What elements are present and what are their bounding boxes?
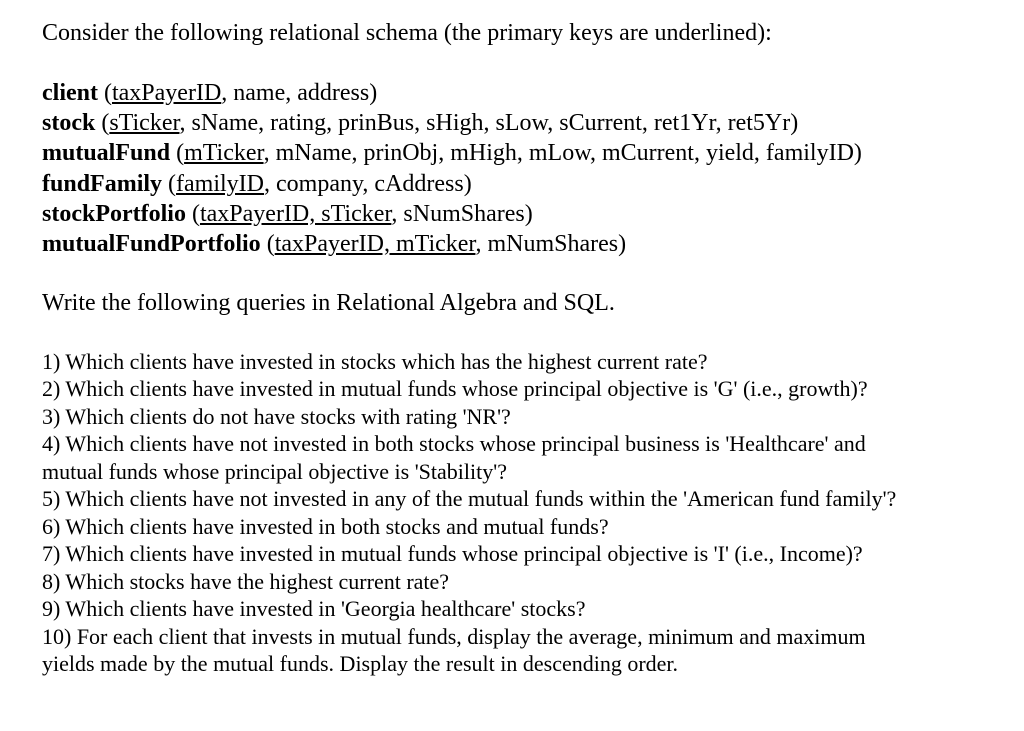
question-item bbox=[42, 513, 896, 540]
question-line: yields made by the mutual funds. Display the result in descending order. bbox=[42, 650, 679, 676]
relation-name: fundFamily bbox=[42, 170, 163, 197]
question-line: 9) Which clients have invested in 'Georgia healthcare' stocks? bbox=[42, 596, 586, 622]
question-line: 3) Which clients do not have stocks with rating 'NR'? bbox=[42, 403, 511, 429]
open-paren: ( bbox=[162, 170, 177, 197]
question-line: 5) Which clients have not invested in any of the mutual funds within the 'American fund family'? bbox=[42, 486, 897, 512]
relation-name: stock bbox=[42, 110, 96, 137]
primary-key: mTicker bbox=[184, 140, 264, 167]
relation-name: mutualFundPortfolio bbox=[42, 231, 261, 258]
attributes: , company, cAddress) bbox=[264, 170, 472, 197]
open-paren: ( bbox=[260, 231, 275, 258]
question-line: 2) Which clients have invested in mutual funds whose principal objective is 'G' (i.e., growth)? bbox=[42, 376, 868, 402]
question-item bbox=[42, 568, 896, 595]
primary-key: sTicker bbox=[109, 110, 180, 137]
question-line: 7) Which clients have invested in mutual funds whose principal objective is 'I' (i.e., Income)? bbox=[42, 541, 863, 567]
schema-relation-fundFamily bbox=[42, 169, 862, 199]
question-line: 1) Which clients have invested in stocks which has the highest current rate? bbox=[42, 349, 708, 374]
attributes: , mName, prinObj, mHigh, mLow, mCurrent, yield, familyID) bbox=[263, 140, 862, 167]
question-line: 8) Which stocks have the highest current rate? bbox=[42, 568, 450, 594]
question-item bbox=[42, 348, 896, 375]
question-line: 4) Which clients have not invested in both stocks whose principal business is 'Healthcare' and bbox=[42, 431, 866, 457]
relation-name: mutualFund bbox=[42, 140, 171, 167]
schema-relation-stock bbox=[42, 108, 862, 138]
open-paren: ( bbox=[95, 110, 110, 137]
attributes: , sNumShares) bbox=[391, 200, 533, 227]
relation-name: client bbox=[42, 80, 98, 106]
question-item bbox=[42, 430, 896, 485]
attributes: , mNumShares) bbox=[475, 231, 627, 258]
question-line: 10) For each client that invests in mutual funds, display the average, minimum and maximum bbox=[42, 623, 866, 649]
relation-name: stockPortfolio bbox=[42, 200, 186, 227]
open-paren: ( bbox=[170, 140, 185, 167]
question-item bbox=[42, 375, 896, 402]
attributes: , sName, rating, prinBus, sHigh, sLow, sCurrent, ret1Yr, ret5Yr) bbox=[179, 110, 799, 137]
primary-key: familyID bbox=[176, 170, 265, 197]
open-paren: ( bbox=[97, 80, 112, 106]
primary-key: taxPayerID bbox=[111, 80, 222, 106]
primary-key: taxPayerID, sTicker bbox=[199, 200, 392, 227]
schema-relation-stockPortfolio bbox=[42, 199, 862, 229]
intro-text: Consider the following relational schema (the primary keys are underlined): bbox=[42, 20, 772, 46]
schema-relation-mutualFund bbox=[42, 138, 862, 168]
question-item bbox=[42, 540, 896, 567]
schema-relation-mutualFundPortfolio bbox=[42, 229, 862, 259]
question-item bbox=[42, 403, 896, 430]
question-item bbox=[42, 485, 896, 512]
question-line: mutual funds whose principal objective is 'Stability'? bbox=[42, 458, 507, 484]
schema-list bbox=[42, 78, 862, 259]
open-paren: ( bbox=[185, 200, 200, 227]
question-list bbox=[42, 348, 896, 677]
question-line: 6) Which clients have invested in both stocks and mutual funds? bbox=[42, 513, 609, 539]
primary-key: taxPayerID, mTicker bbox=[274, 231, 476, 258]
schema-relation-client bbox=[42, 78, 862, 108]
question-item bbox=[42, 595, 896, 622]
task-instruction: Write the following queries in Relational Algebra and SQL. bbox=[42, 290, 615, 316]
question-item bbox=[42, 623, 896, 678]
attributes: , name, address) bbox=[221, 80, 378, 106]
